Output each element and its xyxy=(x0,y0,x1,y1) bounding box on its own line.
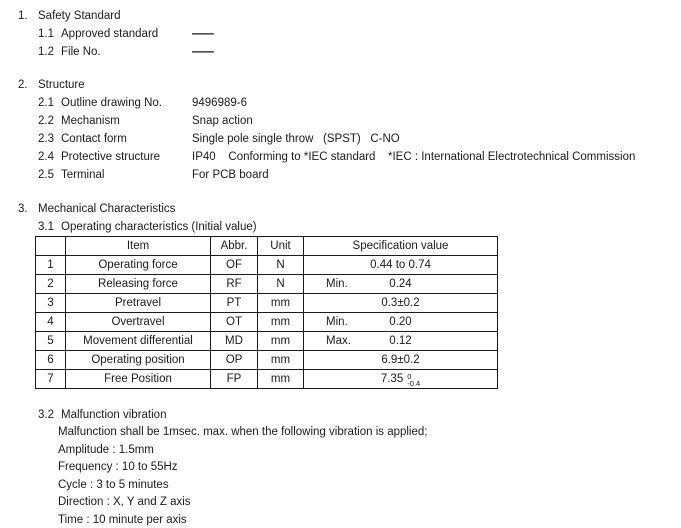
header-unit: Unit xyxy=(258,237,304,256)
spec-prefix: Min. xyxy=(326,278,348,290)
cell-unit: mm xyxy=(258,370,304,389)
row-label-group xyxy=(38,43,192,61)
table-row xyxy=(36,313,498,332)
item-label: File No. xyxy=(61,46,101,58)
cell-item: Movement differential xyxy=(66,332,211,351)
cell-item: Pretravel xyxy=(66,294,211,313)
section-3-heading xyxy=(18,200,681,218)
section-title: Structure xyxy=(38,79,85,91)
spec-prefix: Max. xyxy=(326,335,351,347)
vibration-frequency-line: Frequency : 10 to 55Hz xyxy=(58,461,178,474)
cell-no: 4 xyxy=(36,313,66,332)
cell-abbr: FP xyxy=(211,370,258,389)
subsection-3-2-heading xyxy=(38,406,681,424)
spec-value: 0.12 xyxy=(389,335,412,347)
item-label: Outline drawing No. xyxy=(61,97,162,109)
item-value: 9496989-6 xyxy=(192,97,247,109)
table-row xyxy=(36,256,498,275)
cell-abbr: OT xyxy=(211,313,258,332)
cell-no: 2 xyxy=(36,275,66,294)
cell-spec xyxy=(304,294,498,313)
header-item: Item xyxy=(66,237,211,256)
item-value: Single pole single throw (SPST) C-NO xyxy=(192,133,400,145)
row-label-group xyxy=(38,166,192,184)
tolerance-lower: -0.4 xyxy=(407,379,421,388)
row-label-group xyxy=(38,94,192,112)
cell-item: Free Position xyxy=(66,370,211,389)
subsection-title: Malfunction vibration xyxy=(61,409,167,421)
tolerance-upper: 0 xyxy=(407,371,412,381)
spec-value: 6.9±0.2 xyxy=(381,354,420,366)
vibration-condition-line: Malfunction shall be 1msec. max. when the following vibration is applied; xyxy=(58,426,428,438)
cell-item: Overtravel xyxy=(66,313,211,332)
cell-item: Releasing force xyxy=(66,275,211,294)
row-file-no xyxy=(38,43,681,61)
operating-characteristics-table xyxy=(35,236,498,389)
cell-item: Operating force xyxy=(66,256,211,275)
iec-note: *IEC : International Electrotechnical Commission xyxy=(388,151,636,163)
item-value: For PCB board xyxy=(192,169,269,181)
vibration-direction-line: Direction : X, Y and Z axis xyxy=(58,496,191,509)
cell-no: 7 xyxy=(36,370,66,389)
row-outline-drawing xyxy=(38,94,681,112)
item-label: Terminal xyxy=(61,169,105,181)
cell-spec xyxy=(304,351,498,370)
section-number: 1. xyxy=(18,10,28,22)
item-label: Mechanism xyxy=(61,115,120,127)
section-title: Safety Standard xyxy=(38,10,121,22)
item-number: 1.2 xyxy=(38,46,54,58)
row-label-group xyxy=(38,112,192,130)
cell-unit: N xyxy=(258,275,304,294)
row-contact-form xyxy=(38,130,681,148)
section-1-heading xyxy=(18,7,681,25)
item-label: Contact form xyxy=(61,133,127,145)
table-row xyxy=(36,332,498,351)
item-number: 2.1 xyxy=(38,97,54,109)
item-number: 2.4 xyxy=(38,151,54,163)
cell-unit: mm xyxy=(258,313,304,332)
header-spec: Specification value xyxy=(304,237,498,256)
row-mechanism xyxy=(38,112,681,130)
cell-abbr: OP xyxy=(211,351,258,370)
table-row xyxy=(36,351,498,370)
row-terminal xyxy=(38,166,681,184)
cell-spec xyxy=(304,370,498,389)
spec-value: 7.35 xyxy=(380,373,404,385)
row-approved-standard xyxy=(38,25,681,43)
item-number: 2.5 xyxy=(38,169,54,181)
cell-spec xyxy=(304,313,498,332)
cell-no: 6 xyxy=(36,351,66,370)
item-value-dash: — xyxy=(192,28,214,40)
row-protective-structure xyxy=(38,148,681,166)
cell-no: 3 xyxy=(36,294,66,313)
item-number: 2.3 xyxy=(38,133,54,145)
item-value-dash: — xyxy=(192,46,214,58)
row-label-group xyxy=(38,25,192,43)
item-number: 2.2 xyxy=(38,115,54,127)
subsection-3-1-heading xyxy=(38,218,681,236)
cell-unit: N xyxy=(258,256,304,275)
table-header-row xyxy=(36,237,498,256)
cell-spec xyxy=(304,275,498,294)
item-number: 1.1 xyxy=(38,28,54,40)
cell-unit: mm xyxy=(258,294,304,313)
cell-abbr: MD xyxy=(211,332,258,351)
section-number: 2. xyxy=(18,79,28,91)
subsection-number: 3.1 xyxy=(38,221,54,233)
spec-value: 0.3±0.2 xyxy=(381,297,420,309)
vibration-cycle-line: Cycle : 3 to 5 minutes xyxy=(58,478,169,491)
subsection-number: 3.2 xyxy=(38,409,54,421)
section-2-heading xyxy=(18,76,681,94)
vibration-amplitude-line: Amplitude : 1.5mm xyxy=(58,443,154,456)
section-number: 3. xyxy=(18,203,28,215)
section-title: Mechanical Characteristics xyxy=(38,203,176,215)
cell-spec xyxy=(304,332,498,351)
cell-unit: mm xyxy=(258,351,304,370)
tolerance-value-group xyxy=(381,372,420,387)
cell-item: Operating position xyxy=(66,351,211,370)
cell-no: 5 xyxy=(36,332,66,351)
item-value: IP40 Conforming to *IEC standard xyxy=(192,151,376,163)
cell-no: 1 xyxy=(36,256,66,275)
cell-abbr: PT xyxy=(211,294,258,313)
tolerance-stack xyxy=(407,373,420,388)
cell-spec xyxy=(304,256,498,275)
header-no xyxy=(36,237,66,256)
item-label: Protective structure xyxy=(61,151,161,163)
item-label: Approved standard xyxy=(61,28,159,40)
subsection-title: Operating characteristics (Initial value) xyxy=(61,221,257,233)
spec-value: 0.24 xyxy=(389,278,412,290)
table-row xyxy=(36,370,498,389)
spec-value: 0.44 to 0.74 xyxy=(370,259,431,271)
item-value: Snap action xyxy=(192,115,253,127)
row-label-group xyxy=(38,130,192,148)
cell-abbr: OF xyxy=(211,256,258,275)
spec-value: 0.20 xyxy=(389,316,412,328)
vibration-time-line: Time : 10 minute per axis xyxy=(58,513,187,526)
header-abbr: Abbr. xyxy=(211,237,258,256)
row-label-group xyxy=(38,148,192,166)
cell-abbr: RF xyxy=(211,275,258,294)
table-row xyxy=(36,275,498,294)
table-row xyxy=(36,294,498,313)
cell-unit: mm xyxy=(258,332,304,351)
spec-prefix: Min. xyxy=(326,316,348,328)
